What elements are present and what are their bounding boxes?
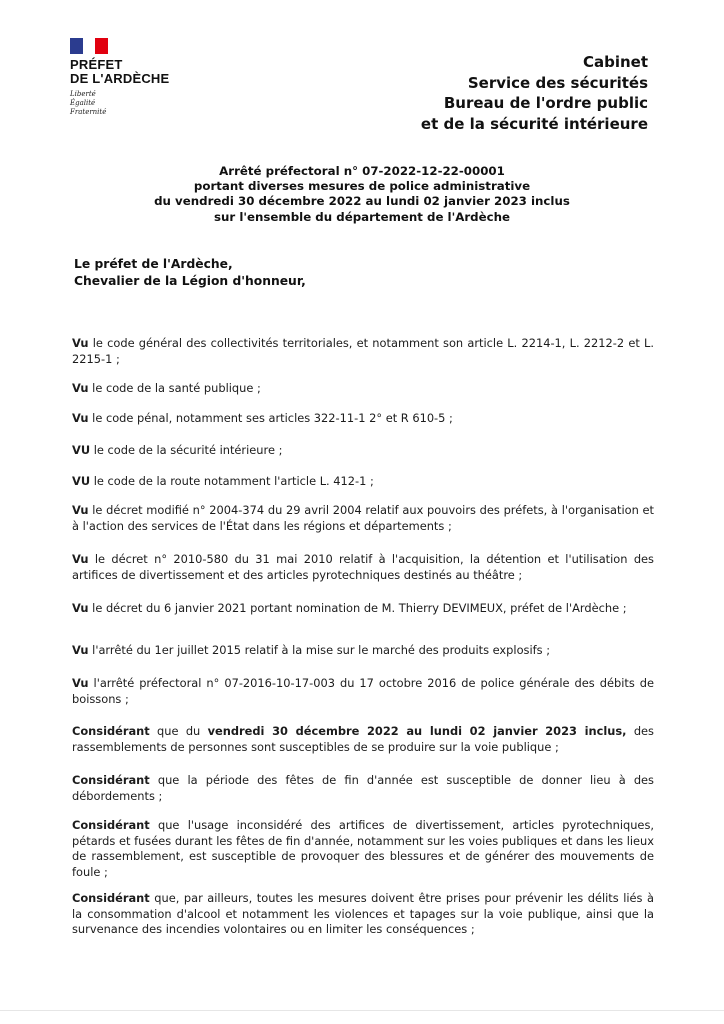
title-line-3: du vendredi 30 décembre 2022 au lundi 02 janvier 2023 inclus bbox=[154, 194, 570, 209]
paragraph-lead: Vu bbox=[72, 411, 89, 425]
document-body bbox=[72, 0, 654, 1000]
paragraph-6 bbox=[72, 503, 654, 534]
paragraph-11 bbox=[72, 724, 654, 755]
paragraph-1 bbox=[72, 336, 654, 367]
paragraph-lead: VU bbox=[72, 443, 91, 457]
paragraph-lead: Considérant bbox=[72, 773, 150, 787]
logo-line-2: DE L'ARDÈCHE bbox=[70, 71, 170, 86]
paragraph-text: l'arrêté du 1er juillet 2015 relatif à la mise sur le marché des produits explosifs ; bbox=[88, 643, 551, 657]
paragraph-7 bbox=[72, 552, 654, 583]
paragraph-text: le décret du 6 janvier 2021 portant nomination de M. Thierry DEVIMEUX, préfet de l'Ardèche ; bbox=[88, 601, 627, 615]
paragraph-9 bbox=[72, 643, 654, 659]
paragraph-3 bbox=[72, 411, 654, 427]
paragraph-tail: des rassemblements de personnes sont susceptibles de se produire sur la voie publique ; bbox=[72, 724, 654, 754]
paragraph-lead: Considérant bbox=[72, 891, 150, 905]
paragraph-12 bbox=[72, 773, 654, 804]
paragraph-13 bbox=[72, 818, 654, 880]
paragraph-14 bbox=[72, 891, 654, 938]
paragraph-text: que du bbox=[149, 724, 208, 738]
page-edge bbox=[0, 1010, 724, 1011]
motto-liberte: Liberté bbox=[70, 90, 96, 98]
paragraph-10 bbox=[72, 676, 654, 707]
paragraph-text: le décret n° 2010-580 du 31 mai 2010 relatif à l'acquisition, la détention et l'utilisation des artifices de divertissement et des articles pyrotechniques destinés au théâtre ; bbox=[72, 552, 654, 582]
paragraph-bold-dates: vendredi 30 décembre 2022 au lundi 02 janvier 2023 inclus, bbox=[207, 724, 627, 738]
title-line-2: portant diverses mesures de police administrative bbox=[193, 179, 531, 194]
motto-fraternite: Fraternité bbox=[70, 108, 107, 116]
paragraph-lead: Vu bbox=[72, 503, 89, 517]
paragraph-text: le décret modifié n° 2004-374 du 29 avril 2004 relatif aux pouvoirs des préfets, à l'organisation et à l'action des services de l'État dans les régions et départements ; bbox=[72, 503, 654, 533]
service-line-1: Cabinet bbox=[582, 53, 648, 71]
paragraph-lead: VU bbox=[72, 474, 91, 488]
paragraph-text: le code pénal, notamment ses articles 322-11-1 2° et R 610-5 ; bbox=[88, 411, 453, 425]
paragraph-lead: Vu bbox=[72, 601, 89, 615]
paragraph-text: l'arrêté préfectoral n° 07-2016-10-17-003 du 17 octobre 2016 de police générale des débits de boissons ; bbox=[72, 676, 654, 706]
paragraph-text: le code de la santé publique ; bbox=[88, 381, 261, 395]
title-line-4: sur l'ensemble du département de l'Ardèche bbox=[214, 209, 510, 224]
logo-line-1: PRÉFET bbox=[70, 57, 123, 72]
prefect-line-2: Chevalier de la Légion d'honneur, bbox=[74, 274, 306, 288]
paragraph-lead: Vu bbox=[72, 381, 89, 395]
motto-egalite: Égalité bbox=[70, 99, 96, 107]
title-line-1: Arrêté préfectoral n° 07-2022-12-22-00001 bbox=[219, 164, 505, 178]
paragraph-text: que l'usage inconsidéré des artifices de divertissement, articles pyrotechniques, pétards et fusées durant les fêtes de fin d'année, notamment sur les voies publiques et dans les lieux de rassemblement, est susceptible de provoquer des blessures et de générer des mouvements de foule ; bbox=[72, 818, 654, 879]
service-line-2: Service des sécurités bbox=[467, 73, 648, 92]
paragraph-lead: Considérant bbox=[72, 818, 150, 832]
paragraph-lead: Vu bbox=[72, 676, 89, 690]
paragraph-lead: Vu bbox=[72, 643, 89, 657]
paragraph-5 bbox=[72, 474, 654, 490]
paragraph-text: le code de la sécurité intérieure ; bbox=[90, 443, 283, 457]
paragraph-text: le code de la route notamment l'article L. 412-1 ; bbox=[90, 474, 374, 488]
paragraph-lead: Vu bbox=[72, 552, 89, 566]
paragraph-lead: Considérant bbox=[72, 724, 150, 738]
paragraph-4 bbox=[72, 443, 654, 459]
paragraph-lead: Vu bbox=[72, 336, 89, 350]
paragraph-text: que la période des fêtes de fin d'année est susceptible de donner lieu à des débordements ; bbox=[72, 773, 654, 803]
paragraph-2 bbox=[72, 381, 654, 397]
paragraph-8 bbox=[72, 601, 654, 617]
service-line-4: et de la sécurité intérieure bbox=[420, 114, 648, 133]
service-line-3: Bureau de l'ordre public bbox=[443, 94, 648, 112]
prefect-line-1: Le préfet de l'Ardèche, bbox=[74, 257, 233, 271]
paragraph-text: le code général des collectivités territoriales, et notamment son article L. 2214-1, L. 2212-2 et L. 2215-1 ; bbox=[72, 336, 654, 366]
paragraph-text: que, par ailleurs, toutes les mesures doivent être prises pour prévenir les délits liés à la consommation d'alcool et notamment les violences et tapages sur la voie publique, ainsi que la survenance des incendies volontaires ou en limiter les conséquences ; bbox=[72, 891, 654, 937]
